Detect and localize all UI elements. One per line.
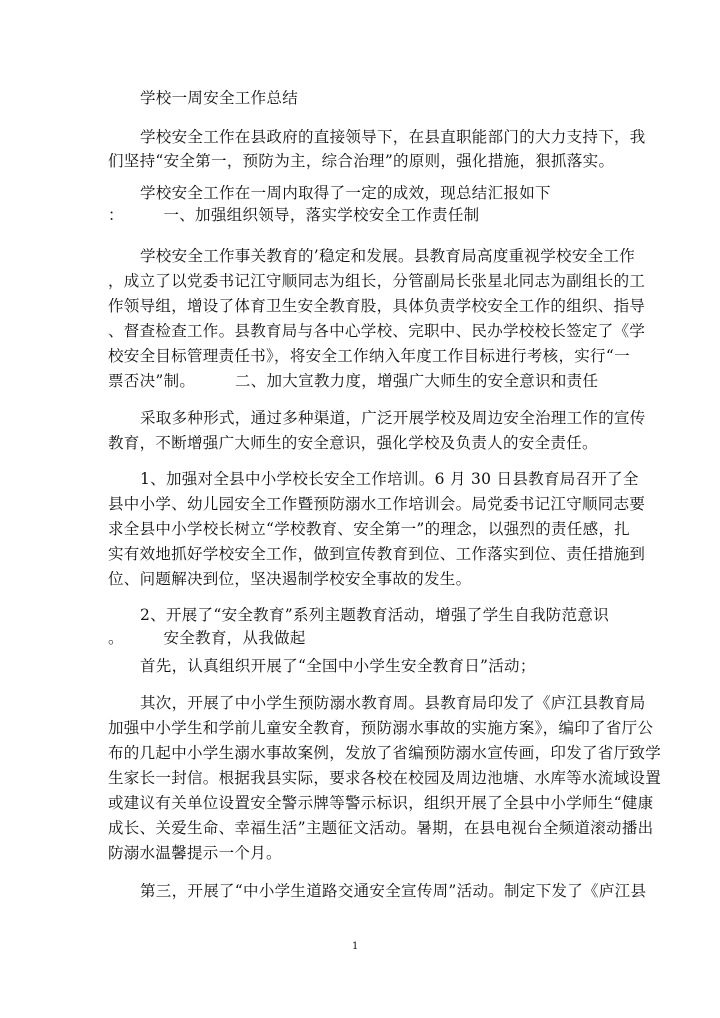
paragraph-line: 作领导组，增设了体育卫生安全教育股，具体负责学校安全工作的组织、指导	[108, 297, 646, 315]
document-title: 学校一周安全工作总结	[140, 89, 299, 107]
paragraph-line: 加强中小学生和学前儿童安全教育，预防溺水事故的实施方案》，编印了省厅公	[108, 719, 654, 737]
paragraph-line: 学校安全工作事关教育的’稳定和发展。县教育局高度重视学校安全工作	[140, 247, 636, 265]
paragraph-line: 其次，开展了中小学生预防溺水教育周。县教育局印发了《庐江县教育局	[140, 694, 646, 712]
paragraph-line: 布的几起中小学生溺水事故案例，发放了省编预防溺水宣传画，印发了省厅致学	[108, 744, 662, 762]
paragraph-line: 成长、关爱生命、幸福生活”主题征文活动。暑期，在县电视台全频道滚动播出	[108, 819, 654, 837]
paragraph-line: 学校安全工作在一周内取得了一定的成效，现总结汇报如下	[140, 184, 551, 202]
page-number: 1	[352, 941, 359, 952]
paragraph-line: 首先，认真组织开展了“全国中小学生安全教育日”活动；	[140, 657, 536, 675]
paragraph-line: 或建议有关单位设置安全警示牌等警示标识，组织开展了全县中小学师生“健康	[108, 794, 654, 812]
paragraph-line: 实有效地抓好学校安全工作，做到宣传教育到位、工作落实到位、责任措施到	[108, 545, 646, 563]
paragraph-line: 学校安全工作在县政府的直接领导下，在县直职能部门的大力支持下，我	[140, 128, 646, 146]
section-heading: 票否决”制。 二、加大宣教力度，增强广大师生的安全意识和责任	[108, 372, 599, 390]
paragraph-line: 教育，不断增强广大师生的安全意识，强化学校及负责人的安全责任。	[108, 434, 598, 452]
paragraph-line: 们坚持“安全第一，预防为主，综合治理”的原则，强化措施，狠抓落实。	[108, 152, 615, 170]
paragraph-line: 生家长一封信。根据我县实际，要求各校在校园及周边池塘、水库等水流域设置	[108, 769, 662, 787]
paragraph-line: 求全县中小学校长树立“学校教育、安全第一”的理念，以强烈的责任感，扎	[108, 520, 631, 538]
paragraph-line: 防溺水温馨提示一个月。	[108, 844, 282, 862]
paragraph-line: 采取多种形式，通过多种渠道，广泛开展学校及周边安全治理工作的宣传	[140, 409, 646, 427]
paragraph-line: 2、开展了“安全教育”系列主题教育活动，增强了学生自我防范意识	[140, 606, 610, 624]
paragraph-line: 县中小学、幼儿园安全工作暨预防溺水工作培训会。局党委书记江守顺同志要	[108, 495, 646, 513]
paragraph-line: 第三，开展了“中小学生道路交通安全宣传周”活动。制定下发了《庐江县	[140, 882, 647, 900]
section-heading: 。 安全教育，从我做起	[108, 629, 306, 647]
paragraph-line: 1、加强对全县中小学校长安全工作培训。6 月 30 日县教育局召开了全	[140, 470, 639, 488]
section-heading: ： 一、加强组织领导，落实学校安全工作责任制	[108, 206, 480, 224]
paragraph-line: ，成立了以党委书记江守顺同志为组长，分管副局长张星北同志为副组长的工	[108, 272, 646, 290]
paragraph-line: 、督查检查工作。县教育局与各中心学校、完职中、民办学校校长签定了《学	[108, 322, 646, 340]
paragraph-line: 位、问题解决到位，坚决遏制学校安全事故的发生。	[108, 570, 472, 588]
paragraph-line: 校安全目标管理责任书》，将安全工作纳入年度工作目标进行考核，实行“一	[108, 347, 630, 365]
